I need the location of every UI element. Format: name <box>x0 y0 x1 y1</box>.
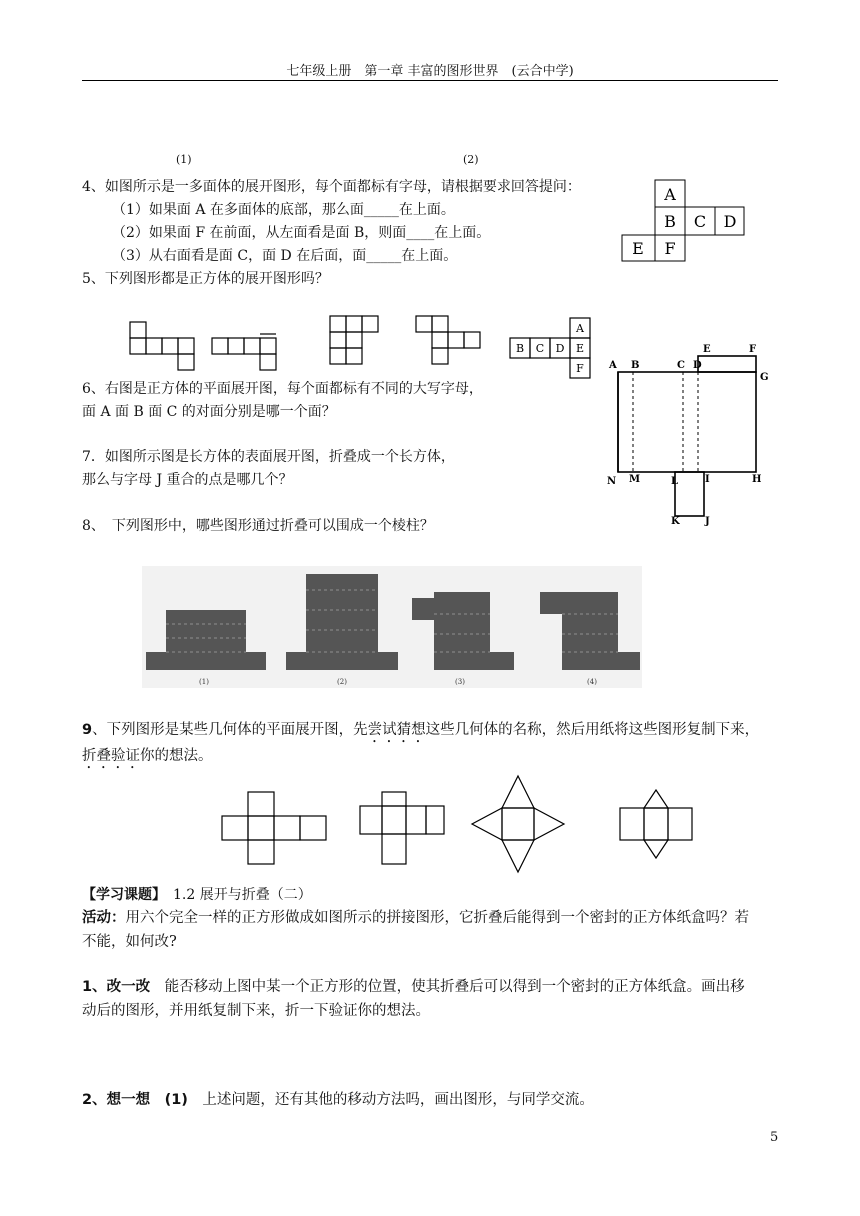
q4-net-figure <box>620 178 745 263</box>
task2-text: 上述问题，还有其他的移动方法吗，画出图形，与同学交流。 <box>187 1092 594 1108</box>
q9-emph-1: 尝试猜想 <box>367 722 426 738</box>
q4-sub1: （1）如果面 A 在多面体的底部，那么面_____在上面。 <box>112 202 455 218</box>
q7-line2: 那么与字母 J 重合的点是哪几个？ <box>82 472 293 488</box>
q5-label-f: F <box>576 362 584 375</box>
q4-sub3: （3）从右面看是面 C，面 D 在后面，面_____在上面。 <box>112 248 458 264</box>
point-g: G <box>760 372 769 383</box>
net-label-e: E <box>632 239 644 258</box>
caption-1: (1) <box>176 153 192 166</box>
q7-line1: 7．如图所示图是长方体的表面展开图，折叠成一个长方体， <box>82 449 455 465</box>
point-e: E <box>703 344 711 355</box>
q8-prism-figures <box>142 566 642 688</box>
point-f: F <box>749 344 757 355</box>
caption-2: (2) <box>463 153 479 166</box>
task2-line <box>82 1088 594 1109</box>
q7-cuboid-net <box>605 340 780 530</box>
point-c: C <box>677 360 685 371</box>
task1-line1 <box>82 975 745 996</box>
net-label-c: C <box>693 212 707 231</box>
point-k: K <box>671 516 680 527</box>
task1-label: 1、改一改 <box>82 979 151 995</box>
q8-stem: 8、 下列图形中，哪些图形通过折叠可以围成一个棱柱？ <box>82 518 434 534</box>
q5-label-e: E <box>575 342 585 355</box>
task1-text-1: 能否移动上图中某一个正方形的位置，使其折叠后可以得到一个密封的正方体纸盒。画出移 <box>150 979 745 995</box>
q5-stem: 5、下列图形都是正方体的展开图形吗？ <box>82 271 329 287</box>
q9-line1 <box>82 718 759 746</box>
activity-label: 活动： <box>82 910 126 926</box>
net-label-d: D <box>723 212 737 231</box>
point-a: A <box>609 360 617 371</box>
point-d: D <box>693 360 702 371</box>
q8-caption-1: (1) <box>199 678 209 686</box>
q9-text-a: 、下列图形是某些几何体的平面展开图，先 <box>92 722 368 738</box>
lesson-title <box>82 884 312 904</box>
q8-caption-4: (4) <box>587 678 597 686</box>
page-number: 5 <box>770 1130 779 1145</box>
net-label-a: A <box>664 185 676 204</box>
point-j: J <box>705 516 710 527</box>
task2-label: 2、想一想 (1) <box>82 1092 188 1108</box>
header-rule <box>82 80 778 81</box>
q5-label-c: C <box>535 342 545 355</box>
point-h: H <box>752 474 762 485</box>
point-i: I <box>705 474 710 485</box>
activity-text-1: 用六个完全一样的正方形做成如图所示的拼接图形，它折叠后能得到一个密封的正方体纸盒吗？若 <box>125 910 749 926</box>
q9-text-b: 这些几何体的名称，然后用纸将这些图形复制下来， <box>425 722 760 738</box>
net-label-f: F <box>664 239 676 258</box>
q9-emph-2: 折叠验证 <box>82 748 140 764</box>
activity-line1 <box>82 906 749 927</box>
page-header: 七年级上册 第一章 丰富的图形世界 (云合中学) <box>286 64 574 79</box>
q5-label-a: A <box>576 322 584 335</box>
q4-stem: 4、如图所示是一多面体的展开图形，每个面都标有字母，请根据要求回答提问： <box>82 179 581 195</box>
q6-line2: 面 A 面 B 面 C 的对面分别是哪一个面？ <box>82 404 336 420</box>
q8-caption-3: (3) <box>455 678 465 686</box>
q9-line2 <box>82 744 213 772</box>
net-label-b: B <box>664 212 676 231</box>
lesson-title-text: 1.2 展开与折叠（二） <box>159 887 312 903</box>
point-b: B <box>631 360 640 371</box>
q5-label-d: D <box>555 342 565 355</box>
q9-net-figures <box>215 772 735 874</box>
q9-number: 9 <box>82 722 93 738</box>
q9-text-c: 你的想法。 <box>140 748 213 764</box>
lesson-title-label: 【学习课题】 <box>82 887 159 903</box>
q4-sub2: （2）如果面 F 在前面，从左面看是面 B，则面____在上面。 <box>112 225 491 241</box>
q5-label-b: B <box>515 342 525 355</box>
task1-line2: 动后的图形，并用纸复制下来，折一下验证你的想法。 <box>82 1003 430 1019</box>
point-n: N <box>607 476 617 487</box>
point-m: M <box>629 474 641 485</box>
q8-caption-2: (2) <box>337 678 347 686</box>
point-l: L <box>671 476 679 487</box>
q5-figures <box>120 312 610 384</box>
q6-line1: 6、右图是正方体的平面展开图，每个面都标有不同的大写字母， <box>82 378 483 398</box>
activity-line2: 不能，如何改? <box>82 934 177 950</box>
